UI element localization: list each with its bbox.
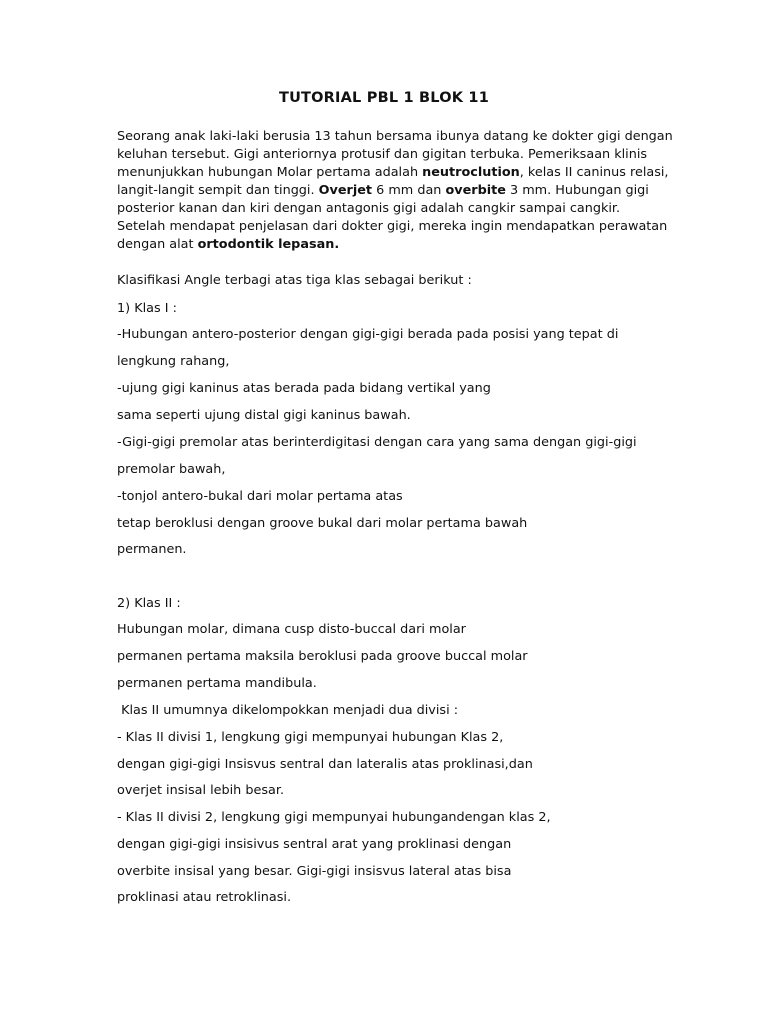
intro-line [117,236,677,254]
body-line: overjet insisal lebih besar. [117,783,285,798]
intro-line [117,200,677,218]
body-line: proklinasi atau retroklinasi. [117,890,292,905]
intro-text: 6 mm dan [372,183,446,198]
body-line: tetap beroklusi dengan groove bukal dari molar pertama bawah [117,516,528,531]
body-line: -Gigi-gigi premolar atas berinterdigitasi dengan cara yang sama dengan gigi-gigi [117,435,637,450]
body-line: Hubungan molar, dimana cusp disto-buccal dari molar [117,622,466,637]
body-line: - Klas II divisi 1, lengkung gigi mempunyai hubungan Klas 2, [117,730,504,745]
document-title: TUTORIAL PBL 1 BLOK 11 [278,90,490,106]
intro-text: menunjukkan hubungan Molar pertama adalah [117,165,423,180]
intro-line [117,146,677,164]
body-line: -ujung gigi kaninus atas berada pada bidang vertikal yang [117,381,491,396]
intro-text: dengan alat [117,237,198,252]
body-line: overbite insisal yang besar. Gigi-gigi insisvus lateral atas bisa [117,864,512,879]
body-line: -tonjol antero-bukal dari molar pertama atas [117,489,403,504]
body-line: permanen pertama mandibula. [117,676,317,691]
intro-line [117,218,677,236]
intro-line [117,182,677,200]
intro-bold-text: neutroclution [422,165,520,180]
intro-text: , kelas II caninus relasi, [519,165,669,180]
body-line: sama seperti ujung distal gigi kaninus bawah. [117,408,411,423]
intro-bold-text: overbite [445,183,506,198]
intro-text: posterior kanan dan kiri dengan antagonis gigi adalah cangkir sampai cangkir. [117,201,621,216]
body-line: dengan gigi-gigi Insisvus sentral dan lateralis atas proklinasi,dan [117,757,533,772]
body-line: 2) Klas II : [117,596,181,611]
body-line: dengan gigi-gigi insisivus sentral arat yang proklinasi dengan [117,837,512,852]
intro-line [117,164,677,182]
intro-text: langit-langit sempit dan tinggi. [117,183,319,198]
intro-bold-text: Overjet [318,183,373,198]
body-line: 1) Klas I : [117,301,177,316]
body-line: Klasifikasi Angle terbagi atas tiga klas sebagai berikut : [117,273,472,288]
intro-text: keluhan tersebut. Gigi anteriornya protusif dan gigitan terbuka. Pemeriksaan klinis [117,147,648,162]
intro-text: Setelah mendapat penjelasan dari dokter gigi, mereka ingin mendapatkan perawatan [117,219,668,234]
intro-text: Seorang anak laki-laki berusia 13 tahun bersama ibunya datang ke dokter gigi dengan [117,129,673,144]
body-line: premolar bawah, [117,462,226,477]
body-line: permanen. [117,542,187,557]
body-line: lengkung rahang, [117,354,230,369]
intro-bold-text: ortodontik lepasan. [197,237,340,252]
intro-text: 3 mm. Hubungan gigi [505,183,649,198]
body-line: permanen pertama maksila beroklusi pada groove buccal molar [117,649,528,664]
intro-line [117,128,677,146]
body-line: Klas II umumnya dikelompokkan menjadi dua divisi : [117,703,459,718]
body-line: - Klas II divisi 2, lengkung gigi mempunyai hubungandengan klas 2, [117,810,551,825]
intro-paragraph [117,128,677,254]
body-line: -Hubungan antero-posterior dengan gigi-gigi berada pada posisi yang tepat di [117,327,619,342]
